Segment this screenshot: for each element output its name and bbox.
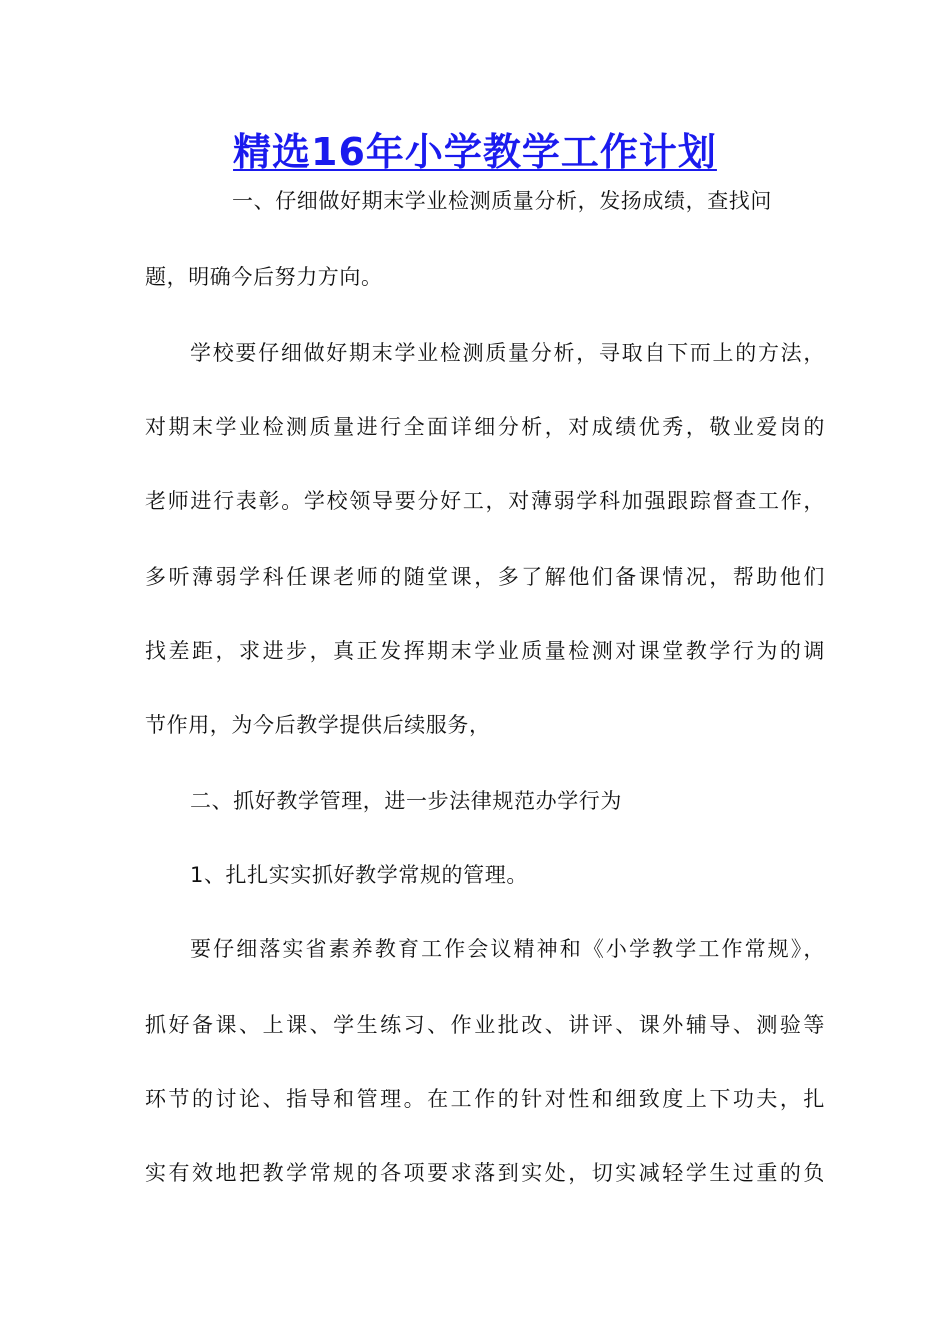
paragraph-line: 学校要仔细做好期末学业检测质量分析，寻取自下而上的方法，	[190, 341, 825, 365]
paragraph-line: 多听薄弱学科任课老师的随堂课，多了解他们备课情况，帮助他们	[145, 565, 825, 589]
paragraph-line: 实有效地把教学常规的各项要求落到实处，切实减轻学生过重的负	[145, 1161, 825, 1185]
paragraph-line: 环节的讨论、指导和管理。在工作的针对性和细致度上下功夫，扎	[145, 1087, 825, 1111]
paragraph-line: 题，明确今后努力方向。	[145, 265, 383, 289]
section-heading: 二、抓好教学管理，进一步法律规范办学行为	[190, 789, 622, 813]
subsection-heading: 1、扎扎实实抓好教学常规的管理。	[190, 863, 528, 887]
paragraph-line: 抓好备课、上课、学生练习、作业批改、讲评、课外辅导、测验等	[145, 1013, 825, 1037]
paragraph-line: 一、仔细做好期末学业检测质量分析，发扬成绩，查找问	[232, 189, 772, 213]
document-title: 精选16年小学教学工作计划	[233, 130, 717, 174]
paragraph-line: 要仔细落实省素养教育工作会议精神和《小学教学工作常规》，	[190, 937, 825, 961]
paragraph-line: 找差距，求进步，真正发挥期末学业质量检测对课堂教学行为的调	[145, 639, 825, 663]
paragraph-line: 节作用，为今后教学提供后续服务，	[145, 713, 491, 737]
paragraph-line: 对期末学业检测质量进行全面详细分析，对成绩优秀，敬业爱岗的	[145, 415, 825, 439]
paragraph-line: 老师进行表彰。学校领导要分好工，对薄弱学科加强跟踪督查工作，	[145, 489, 825, 513]
